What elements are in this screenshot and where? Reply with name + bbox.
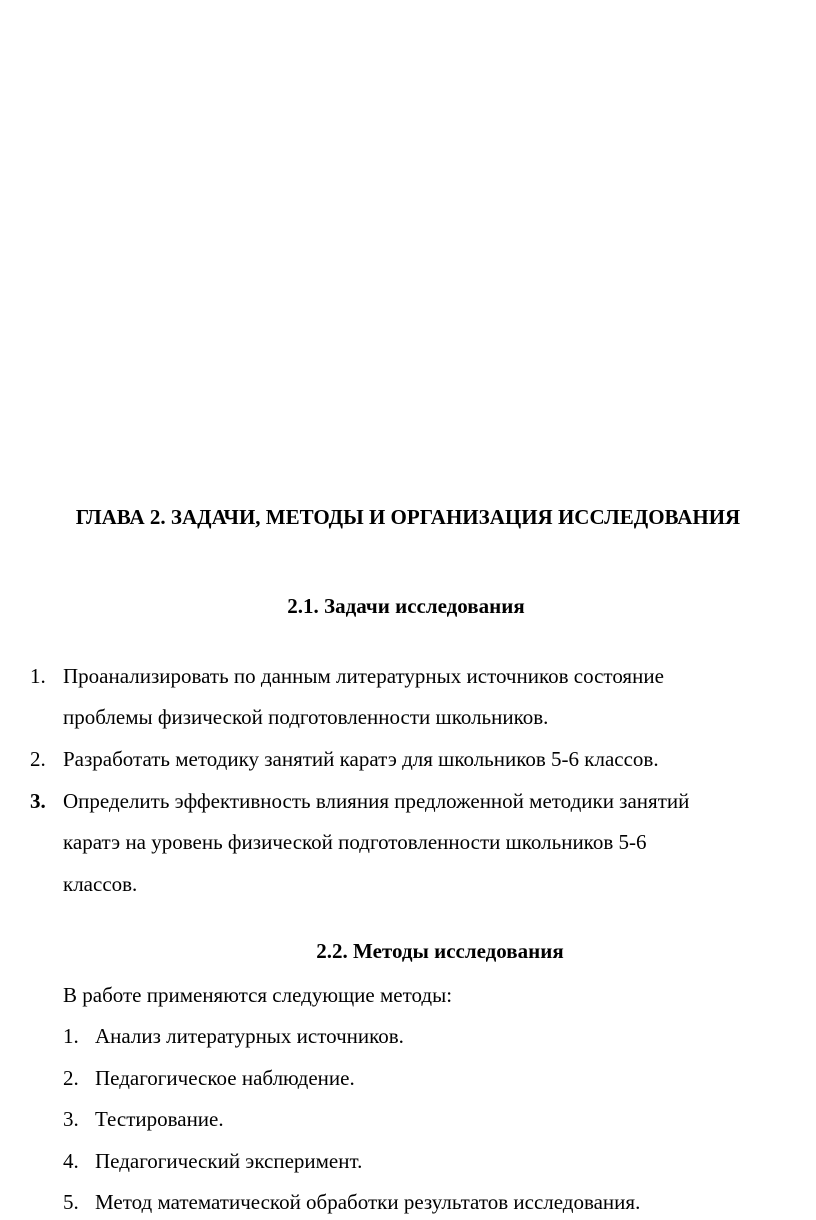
list-item-text: Разработать методику занятий каратэ для школьников 5-6 классов. bbox=[63, 747, 659, 771]
list-item-text: Анализ литературных источников. bbox=[95, 1024, 404, 1048]
section-title-methods: 2.2. Методы исследования bbox=[316, 939, 564, 963]
list-item-number: 3. bbox=[30, 789, 46, 813]
list-item-text: Метод математической обработки результатов исследования. bbox=[95, 1190, 641, 1214]
list-item-number: 1. bbox=[30, 664, 46, 688]
list-item-number: 5. bbox=[63, 1190, 79, 1214]
list-item-text: Тестирование. bbox=[95, 1107, 224, 1131]
section-title-tasks: 2.1. Задачи исследования bbox=[287, 594, 525, 618]
methods-intro: В работе применяются следующие методы: bbox=[63, 983, 453, 1007]
list-item-text: Педагогическое наблюдение. bbox=[95, 1066, 355, 1090]
list-item-text: каратэ на уровень физической подготовленности школьников 5-6 bbox=[63, 830, 647, 854]
list-item-text: Педагогический эксперимент. bbox=[95, 1149, 363, 1173]
list-item-text: проблемы физической подготовленности школьников. bbox=[63, 705, 549, 729]
list-item-number: 1. bbox=[63, 1024, 79, 1048]
list-item-number: 3. bbox=[63, 1107, 79, 1131]
list-item-text: классов. bbox=[63, 872, 138, 896]
list-item-number: 4. bbox=[63, 1149, 79, 1173]
list-item-number: 2. bbox=[63, 1066, 79, 1090]
list-item-text: Определить эффективность влияния предложенной методики занятий bbox=[63, 789, 690, 813]
list-item-number: 2. bbox=[30, 747, 46, 771]
list-item-text: Проанализировать по данным литературных источников состояние bbox=[63, 664, 664, 688]
chapter-title: ГЛАВА 2. ЗАДАЧИ, МЕТОДЫ И ОРГАНИЗАЦИЯ ИССЛЕДОВАНИЯ bbox=[75, 505, 741, 529]
